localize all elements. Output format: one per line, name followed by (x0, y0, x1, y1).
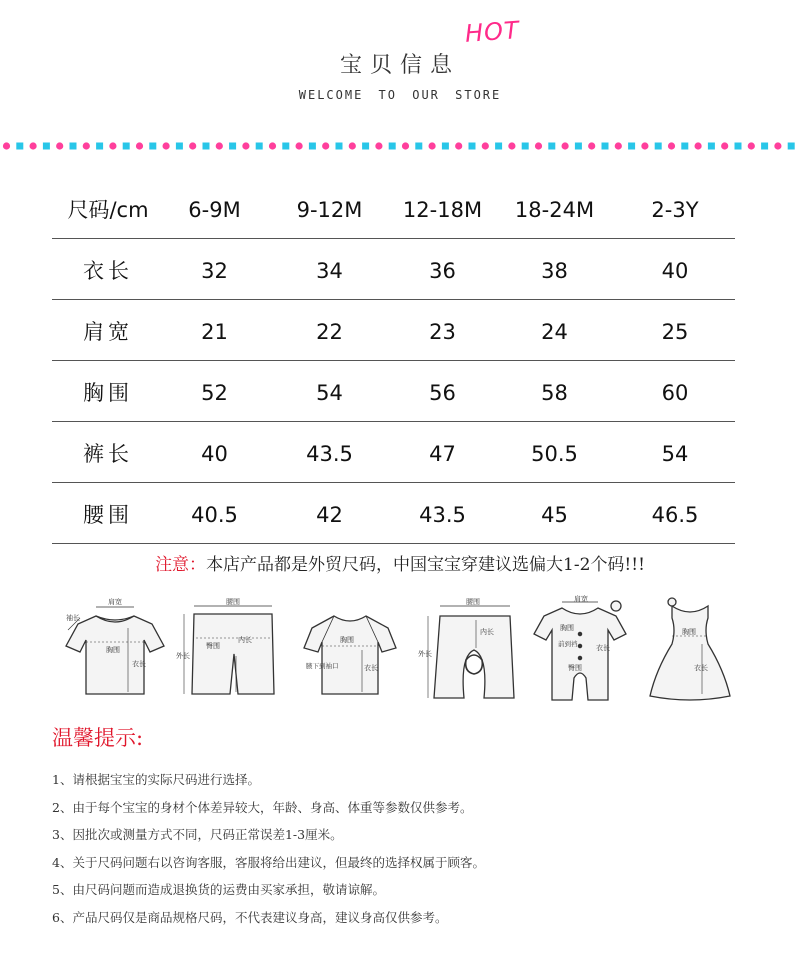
divider-dot (242, 142, 249, 149)
table-cell: 56 (429, 381, 456, 405)
table-cell: 43.5 (419, 503, 466, 527)
label-armpit: 腋下到袖口 (306, 662, 339, 670)
table-cell: 22 (316, 320, 343, 344)
table-cell: 34 (316, 259, 343, 283)
table-cell: 40 (661, 259, 689, 283)
divider-square (123, 143, 130, 150)
divider-dot (322, 142, 329, 149)
list-item: 5、由尺码问题而造成退换货的运费由买家承担，敬请谅解。 (52, 882, 385, 897)
header-cell-2-3y: 2-3Y (651, 198, 699, 222)
table-cell: 54 (316, 381, 343, 405)
dotted-divider-graphic (0, 140, 800, 152)
table-cell: 42 (316, 503, 343, 527)
divider-square (43, 143, 50, 150)
list-item: 3、因批次或测量方式不同，尺码正常误差1-3厘米。 (52, 827, 343, 842)
label-outer-length: 外长 (418, 650, 432, 658)
divider-dot (56, 142, 63, 149)
header-cell-9-12m: 9-12M (296, 198, 363, 222)
table-cell: 58 (541, 381, 568, 405)
table-cell: 40 (201, 442, 228, 466)
tshirt-diagram (58, 594, 170, 704)
divider-square (203, 143, 210, 150)
table-cell: 50.5 (531, 442, 578, 466)
label-shoulder: 肩宽 (108, 598, 122, 606)
measurement-diagrams (58, 594, 738, 706)
row-label: 肩宽 (83, 320, 133, 344)
divider-square (282, 143, 289, 150)
size-table-header (52, 178, 735, 239)
divider-dot (296, 142, 303, 149)
table-cell: 32 (201, 259, 228, 283)
label-inseam: 内长 (238, 636, 252, 644)
divider-square (628, 143, 635, 150)
notice-text: 本店产品都是外贸尺码，中国宝宝穿建议选偏大1-2个码!!! (206, 555, 645, 575)
divider-square (761, 143, 768, 150)
divider-dot (455, 142, 462, 149)
notice-label: 注意： (155, 555, 207, 575)
size-table (52, 178, 735, 544)
divider-dot (748, 142, 755, 149)
divider-dot (375, 142, 382, 149)
table-cell: 54 (661, 442, 689, 466)
divider-square (415, 143, 422, 150)
header (0, 0, 800, 140)
table-cell: 60 (661, 381, 689, 405)
header-cell-size: 尺码/cm (67, 198, 149, 222)
list-item: 2、由于每个宝宝的身材个体差异较大，年龄、身高、体重等参数仅供参考。 (52, 799, 473, 815)
welcome-subtitle: WELCOME TO OUR STORE (298, 88, 502, 102)
divider-dot (216, 142, 223, 149)
tips-title: 温馨提示: (52, 726, 144, 750)
divider-square (788, 143, 795, 150)
divider-dot (562, 142, 569, 149)
table-cell: 21 (201, 320, 228, 344)
divider-dot (615, 142, 622, 149)
header-cell-6-9m: 6-9M (188, 198, 241, 222)
divider-dot (402, 142, 409, 149)
divider-dot (774, 142, 781, 149)
raglan-diagram (300, 594, 400, 704)
table-cell: 24 (541, 320, 568, 344)
label-outer-length: 外长 (176, 652, 190, 660)
label-hip: 臀围 (568, 664, 582, 672)
table-row-length (52, 239, 735, 300)
label-hip: 臀围 (206, 642, 220, 650)
page-title: 宝贝信息 (339, 53, 460, 78)
divider-square (176, 143, 183, 150)
table-row-pants-length (52, 422, 735, 483)
label-length: 衣长 (596, 644, 610, 652)
table-row-waist (52, 483, 735, 544)
divider-dot (535, 142, 542, 149)
table-cell: 36 (429, 259, 456, 283)
divider-dot (109, 142, 116, 149)
divider-dot (349, 142, 356, 149)
divider-square (442, 143, 449, 150)
divider-dot (695, 142, 702, 149)
label-chest: 胸围 (340, 636, 354, 644)
divider-dot (429, 142, 436, 149)
divider-square (548, 143, 555, 150)
divider-square (602, 143, 609, 150)
divider-dot (668, 142, 675, 149)
label-length: 衣长 (694, 664, 708, 672)
divider-dot (508, 142, 515, 149)
divider-dot (29, 142, 36, 149)
divider-dot (3, 142, 10, 149)
divider-square (522, 143, 529, 150)
table-row-chest (52, 361, 735, 422)
divider-dot (721, 142, 728, 149)
label-waist: 腰围 (226, 598, 240, 606)
table-row-shoulder (52, 300, 735, 361)
romper-diagram (530, 594, 630, 704)
label-length: 衣长 (364, 664, 378, 672)
table-cell: 23 (429, 320, 456, 344)
header-cell-12-18m: 12-18M (402, 198, 483, 222)
divider-dot (482, 142, 489, 149)
divider-square (655, 143, 662, 150)
divider-dot (136, 142, 143, 149)
divider-dot (163, 142, 170, 149)
table-cell: 46.5 (651, 503, 699, 527)
table-cell: 52 (201, 381, 228, 405)
divider-square (495, 143, 502, 150)
row-label: 衣长 (83, 259, 133, 283)
table-cell: 25 (661, 320, 689, 344)
size-notice (0, 550, 800, 575)
row-label: 胸围 (83, 381, 133, 405)
tips-list (52, 770, 772, 935)
divider-square (229, 143, 236, 150)
label-length: 衣长 (132, 660, 146, 668)
label-waist: 腰围 (466, 598, 480, 606)
divider-square (256, 143, 263, 150)
label-inseam: 内长 (480, 628, 494, 636)
dress-diagram (642, 594, 738, 704)
list-item: 1、请根据宝宝的实际尺码进行选择。 (52, 772, 260, 787)
dotted-divider (0, 140, 800, 152)
divider-square (309, 143, 316, 150)
divider-dot (641, 142, 648, 149)
table-cell: 43.5 (306, 442, 353, 466)
list-item: 6、产品尺码仅是商品规格尺码，不代表建议身高，建议身高仅供参考。 (52, 909, 448, 925)
divider-square (70, 143, 77, 150)
label-sleeve: 袖长 (66, 614, 80, 622)
divider-square (708, 143, 715, 150)
row-label: 裤长 (83, 442, 133, 466)
divider-square (681, 143, 688, 150)
table-cell: 47 (429, 442, 456, 466)
divider-square (149, 143, 156, 150)
list-item: 4、关于尺码问题右以咨询客服，客服将给出建议，但最终的选择权属于顾客。 (52, 854, 485, 870)
divider-square (389, 143, 396, 150)
table-cell: 45 (541, 503, 568, 527)
label-chest: 胸围 (560, 624, 574, 632)
table-cell: 38 (541, 259, 568, 283)
divider-square (336, 143, 343, 150)
divider-square (469, 143, 476, 150)
hot-badge: HOT (464, 16, 521, 48)
divider-dot (588, 142, 595, 149)
divider-square (362, 143, 369, 150)
divider-square (575, 143, 582, 150)
label-shoulder: 肩宽 (574, 595, 588, 603)
label-chest: 胸围 (106, 646, 120, 654)
pants-diagram (418, 594, 528, 704)
divider-square (96, 143, 103, 150)
shorts-diagram (176, 594, 286, 704)
table-cell: 40.5 (191, 503, 238, 527)
divider-square (735, 143, 742, 150)
divider-dot (269, 142, 276, 149)
row-label: 腰围 (83, 503, 133, 527)
label-chest: 胸围 (682, 628, 696, 636)
divider-dot (83, 142, 90, 149)
label-front-to-crotch: 前到裆 (558, 640, 578, 648)
divider-dot (189, 142, 196, 149)
header-cell-18-24m: 18-24M (514, 198, 595, 222)
divider-square (16, 143, 23, 150)
